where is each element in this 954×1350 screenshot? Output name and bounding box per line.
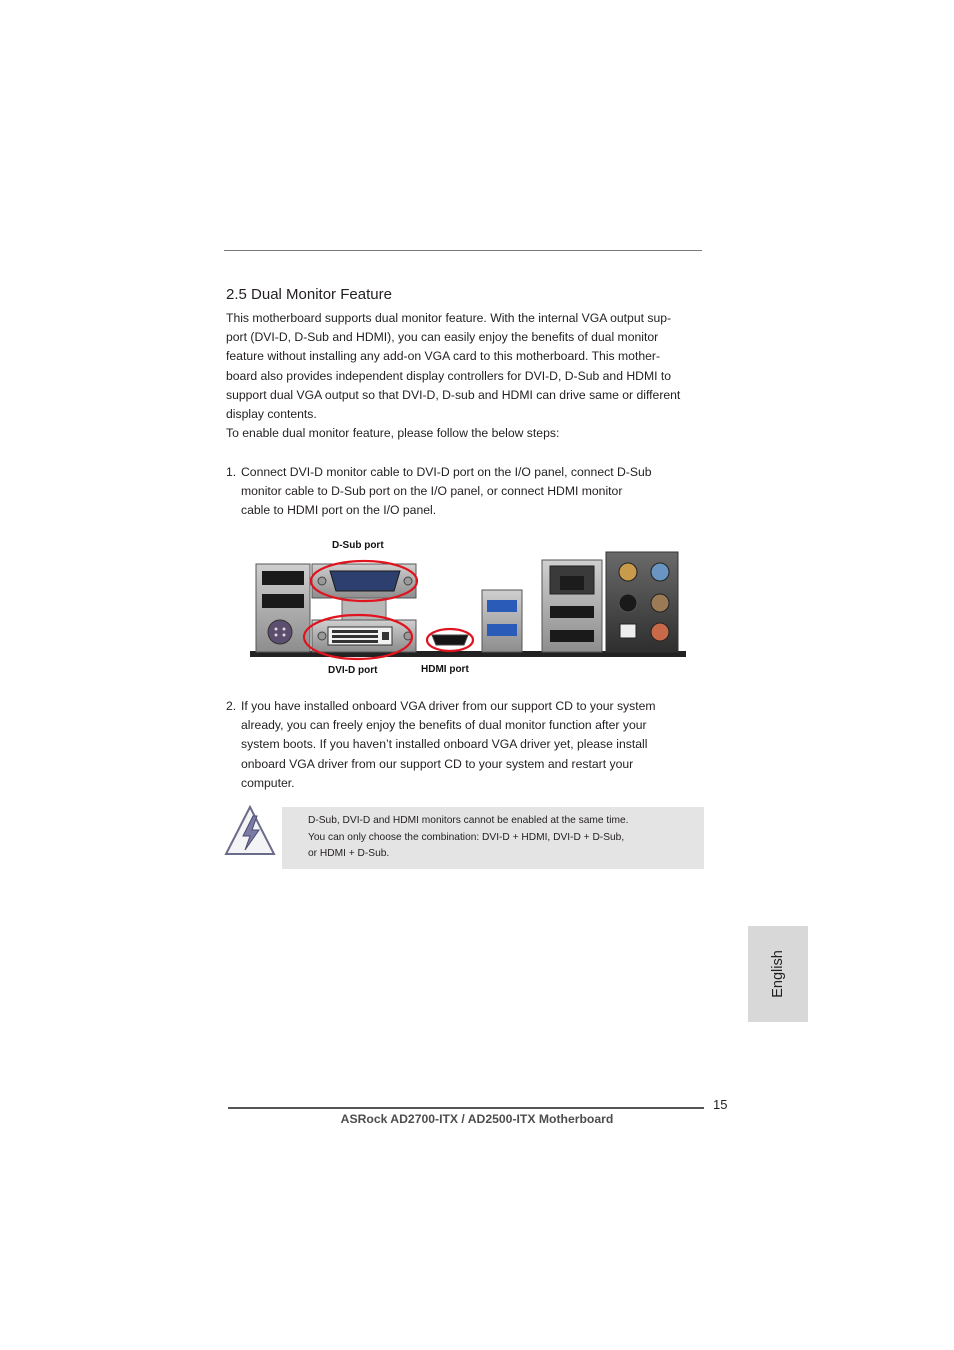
page-number: 15 bbox=[713, 1097, 728, 1112]
step-line: monitor cable to D-Sub port on the I/O panel, or connect HDMI monitor bbox=[241, 484, 623, 499]
note-text bbox=[308, 813, 668, 863]
io-panel-illustration bbox=[250, 538, 690, 680]
note-line: You can only choose the combination: DVI-D + HDMI, DVI-D + D-Sub, bbox=[308, 831, 625, 843]
step-line: onboard VGA driver from our support CD to your system and restart your bbox=[241, 756, 634, 771]
language-label: English bbox=[770, 950, 786, 998]
intro-line: This motherboard supports dual monitor feature. With the internal VGA output sup- bbox=[226, 311, 672, 325]
step-line: already, you can freely enjoy the benefits of dual monitor function after your bbox=[241, 718, 647, 733]
language-tab bbox=[748, 926, 808, 1022]
step-2 bbox=[226, 697, 696, 793]
steps-intro: To enable dual monitor feature, please follow the below steps: bbox=[226, 426, 560, 441]
step-number: 2. bbox=[226, 699, 237, 713]
hdmi-port-label: HDMI port bbox=[421, 664, 469, 675]
section-title: 2.5 Dual Monitor Feature bbox=[226, 286, 392, 303]
step-line: cable to HDMI port on the I/O panel. bbox=[241, 503, 437, 518]
warning-icon bbox=[224, 804, 276, 858]
intro-line: display contents. bbox=[226, 407, 317, 422]
header-rule bbox=[224, 250, 702, 251]
intro-line: board also provides independent display controllers for DVI-D, D-Sub and HDMI to bbox=[226, 368, 672, 383]
intro-line: port (DVI-D, D-Sub and HDMI), you can easily enjoy the benefits of dual monitor bbox=[226, 330, 659, 345]
footer-title: ASRock AD2700-ITX / AD2500-ITX Motherboard bbox=[340, 1112, 614, 1126]
step-line: system boots. If you haven’t installed onboard VGA driver yet, please install bbox=[241, 737, 648, 752]
intro-line: support dual VGA output so that DVI-D, D-sub and HDMI can drive same or different bbox=[226, 387, 681, 402]
io-panel-figure bbox=[250, 538, 690, 680]
step-line: computer. bbox=[241, 775, 295, 790]
step-line: If you have installed onboard VGA driver from our support CD to your system bbox=[241, 699, 656, 713]
note-line: or HDMI + D-Sub. bbox=[308, 848, 390, 860]
dsub-port-label: D-Sub port bbox=[332, 540, 384, 551]
step-line: Connect DVI-D monitor cable to DVI-D port on the I/O panel, connect D-Sub bbox=[241, 465, 652, 479]
step-1 bbox=[226, 463, 696, 521]
note-box bbox=[282, 807, 704, 869]
footer-rule bbox=[228, 1107, 704, 1109]
note-line: D-Sub, DVI-D and HDMI monitors cannot be enabled at the same time. bbox=[308, 815, 629, 826]
intro-paragraph bbox=[226, 309, 706, 443]
dvid-port-label: DVI-D port bbox=[328, 665, 378, 676]
intro-line: feature without installing any add-on VGA card to this motherboard. This mother- bbox=[226, 349, 661, 364]
step-number: 1. bbox=[226, 465, 237, 479]
